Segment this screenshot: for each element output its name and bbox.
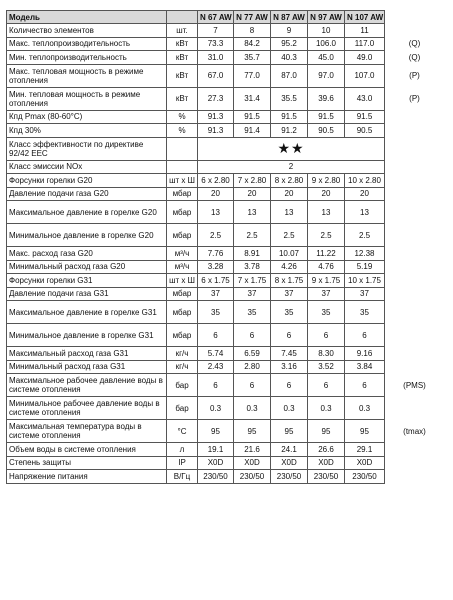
unit-cell bbox=[167, 160, 198, 174]
value-cell: 6 bbox=[271, 324, 308, 347]
unit-cell: В/Гц bbox=[167, 470, 198, 484]
value-cell: 9 x 2.80 bbox=[308, 174, 345, 188]
table-row bbox=[7, 420, 445, 443]
parameter-name: Макс. теплопроизводительность bbox=[7, 37, 167, 51]
value-cell: 107.0 bbox=[345, 64, 385, 87]
specifications-table bbox=[6, 10, 445, 484]
note-cell bbox=[385, 260, 445, 274]
value-cell: 37 bbox=[234, 287, 271, 301]
note-cell: (P) bbox=[409, 71, 420, 80]
value-cell: 87.0 bbox=[271, 64, 308, 87]
value-cell: 7 x 2.80 bbox=[234, 174, 271, 188]
value-cell: 6 bbox=[198, 374, 234, 397]
value-cell: 230/50 bbox=[345, 470, 385, 484]
value-cell: 31.0 bbox=[198, 51, 234, 65]
parameter-name: Класс эффективности по директиве 92/42 EEC bbox=[7, 137, 167, 160]
value-cell: 84.2 bbox=[234, 37, 271, 51]
value-cell: 11 bbox=[345, 24, 385, 38]
table-row bbox=[7, 260, 445, 274]
value-cell: 13 bbox=[198, 201, 234, 224]
value-cell: 91.5 bbox=[271, 110, 308, 124]
table-row bbox=[7, 160, 445, 174]
parameter-name: Максимальное давление в горелке G31 bbox=[7, 301, 167, 324]
header-model: N 97 AW bbox=[308, 11, 345, 24]
table-row bbox=[7, 374, 445, 397]
value-cell: 0.3 bbox=[198, 397, 234, 420]
value-cell: 97.0 bbox=[308, 64, 345, 87]
value-cell: 37 bbox=[198, 287, 234, 301]
unit-cell: кВт bbox=[167, 87, 198, 110]
value-cell: 20 bbox=[308, 187, 345, 201]
header-model: N 107 AW bbox=[345, 11, 385, 24]
value-cell: 37 bbox=[308, 287, 345, 301]
value-cell: 12.38 bbox=[345, 247, 385, 261]
value-cell: X0D bbox=[234, 456, 271, 470]
unit-cell bbox=[167, 137, 198, 160]
note-cell bbox=[385, 274, 445, 288]
value-cell: 35.5 bbox=[271, 87, 308, 110]
note-cell: (P) bbox=[409, 94, 420, 103]
parameter-name: Кпд 30% bbox=[7, 124, 167, 138]
note-cell bbox=[385, 397, 445, 420]
note-cell bbox=[385, 187, 445, 201]
value-cell: 95 bbox=[345, 420, 385, 443]
value-cell: 20 bbox=[271, 187, 308, 201]
value-cell: 0.3 bbox=[234, 397, 271, 420]
header-unit bbox=[167, 11, 198, 24]
note-cell bbox=[385, 174, 445, 188]
value-cell: 9 x 1.75 bbox=[308, 274, 345, 288]
table-row bbox=[7, 87, 445, 110]
note-cell bbox=[385, 347, 445, 361]
unit-cell: мбар bbox=[167, 287, 198, 301]
value-cell: 20 bbox=[234, 187, 271, 201]
table-row bbox=[7, 174, 445, 188]
value-cell: 2.5 bbox=[198, 224, 234, 247]
value-cell: 6 bbox=[198, 324, 234, 347]
value-cell: 35.7 bbox=[234, 51, 271, 65]
parameter-name: Максимальный расход газа G31 bbox=[7, 347, 167, 361]
value-cell: 37 bbox=[345, 287, 385, 301]
value-cell: 35 bbox=[198, 301, 234, 324]
efficiency-stars: ★★ bbox=[198, 137, 385, 160]
value-cell: 7 bbox=[198, 24, 234, 38]
unit-cell: мбар bbox=[167, 301, 198, 324]
value-cell: 8 bbox=[234, 24, 271, 38]
unit-cell: шт x Ш bbox=[167, 274, 198, 288]
value-cell: 2.5 bbox=[345, 224, 385, 247]
table-row bbox=[7, 187, 445, 201]
value-cell: 95 bbox=[234, 420, 271, 443]
unit-cell: м³/ч bbox=[167, 247, 198, 261]
parameter-name: Минимальное давление в горелке G31 bbox=[7, 324, 167, 347]
note-cell: (tmax) bbox=[403, 426, 426, 436]
unit-cell: м³/ч bbox=[167, 260, 198, 274]
unit-cell: кВт bbox=[167, 64, 198, 87]
value-cell: 3.52 bbox=[308, 360, 345, 374]
value-cell: 6 bbox=[345, 324, 385, 347]
value-cell: 2.5 bbox=[234, 224, 271, 247]
parameter-name: Мин. тепловая мощность в режиме отопления bbox=[7, 87, 167, 110]
note-cell bbox=[385, 24, 445, 38]
value-cell: 49.0 bbox=[345, 51, 385, 65]
value-cell: 3.78 bbox=[234, 260, 271, 274]
table-row bbox=[7, 137, 445, 160]
value-cell: 3.28 bbox=[198, 260, 234, 274]
value-cell: 29.1 bbox=[345, 443, 385, 457]
table-row bbox=[7, 274, 445, 288]
table-row bbox=[7, 397, 445, 420]
note-cell bbox=[385, 443, 445, 457]
unit-cell: кг/ч bbox=[167, 347, 198, 361]
unit-cell: шт. bbox=[167, 24, 198, 38]
value-cell: 95 bbox=[271, 420, 308, 443]
value-cell: 4.26 bbox=[271, 260, 308, 274]
value-cell: 95.2 bbox=[271, 37, 308, 51]
value-cell: 67.0 bbox=[198, 64, 234, 87]
value-cell: 106.0 bbox=[308, 37, 345, 51]
table-row bbox=[7, 201, 445, 224]
unit-cell: мбар bbox=[167, 187, 198, 201]
note-cell bbox=[385, 160, 445, 174]
parameter-name: Класс эмиссии NOx bbox=[7, 160, 167, 174]
value-cell: 91.5 bbox=[234, 110, 271, 124]
value-cell: 35 bbox=[308, 301, 345, 324]
value-cell: 10 bbox=[308, 24, 345, 38]
value-cell: 26.6 bbox=[308, 443, 345, 457]
value-cell: 91.4 bbox=[234, 124, 271, 138]
value-cell: 95 bbox=[308, 420, 345, 443]
value-cell: 24.1 bbox=[271, 443, 308, 457]
note-cell: (Q) bbox=[408, 39, 421, 49]
header-label: Модель bbox=[7, 11, 167, 24]
value-cell: 6 bbox=[271, 374, 308, 397]
value-cell: 7.76 bbox=[198, 247, 234, 261]
value-cell: 0.3 bbox=[271, 397, 308, 420]
value-cell: 7 x 1.75 bbox=[234, 274, 271, 288]
value-cell: 90.5 bbox=[308, 124, 345, 138]
value-cell: 91.2 bbox=[271, 124, 308, 138]
value-cell: 40.3 bbox=[271, 51, 308, 65]
value-cell: 8.30 bbox=[308, 347, 345, 361]
note-cell bbox=[385, 324, 445, 347]
parameter-name: Форсунки горелки G20 bbox=[7, 174, 167, 188]
value-cell: 13 bbox=[234, 201, 271, 224]
parameter-name: Мин. теплопроизводительность bbox=[7, 51, 167, 65]
value-cell: 31.4 bbox=[234, 87, 271, 110]
table-row bbox=[7, 224, 445, 247]
value-cell: 21.6 bbox=[234, 443, 271, 457]
note-cell bbox=[385, 247, 445, 261]
table-row bbox=[7, 470, 445, 484]
value-cell: 6 bbox=[234, 324, 271, 347]
parameter-name: Форсунки горелки G31 bbox=[7, 274, 167, 288]
value-cell: 6 x 1.75 bbox=[198, 274, 234, 288]
table-row bbox=[7, 301, 445, 324]
value-cell: 8.91 bbox=[234, 247, 271, 261]
table-row bbox=[7, 456, 445, 470]
unit-cell: бар bbox=[167, 374, 198, 397]
value-cell: 2.43 bbox=[198, 360, 234, 374]
note-cell bbox=[385, 470, 445, 484]
unit-cell: IP bbox=[167, 456, 198, 470]
value-cell: 6 bbox=[345, 374, 385, 397]
value-cell: 6 bbox=[308, 374, 345, 397]
value-cell: 6 bbox=[234, 374, 271, 397]
unit-cell: кВт bbox=[167, 51, 198, 65]
parameter-name: Макс. тепловая мощность в режиме отопления bbox=[7, 64, 167, 87]
value-cell: 9.16 bbox=[345, 347, 385, 361]
value-cell: 5.74 bbox=[198, 347, 234, 361]
value-cell: X0D bbox=[198, 456, 234, 470]
value-cell: 35 bbox=[234, 301, 271, 324]
value-cell: 39.6 bbox=[308, 87, 345, 110]
value-cell: 35 bbox=[345, 301, 385, 324]
value-cell: 43.0 bbox=[345, 87, 385, 110]
value-cell: 90.5 bbox=[345, 124, 385, 138]
value-cell: 19.1 bbox=[198, 443, 234, 457]
unit-cell: мбар bbox=[167, 224, 198, 247]
value-cell: 10 x 1.75 bbox=[345, 274, 385, 288]
value-cell: 20 bbox=[345, 187, 385, 201]
note-cell bbox=[385, 456, 445, 470]
header-model: N 77 AW bbox=[234, 11, 271, 24]
value-cell: 11.22 bbox=[308, 247, 345, 261]
value-cell: 37 bbox=[271, 287, 308, 301]
note-cell: (Q) bbox=[408, 52, 421, 62]
value-cell: 27.3 bbox=[198, 87, 234, 110]
value-cell: 2.5 bbox=[271, 224, 308, 247]
spec-sheet bbox=[6, 10, 444, 484]
table-row bbox=[7, 360, 445, 374]
note-cell bbox=[385, 124, 445, 138]
header-row bbox=[7, 11, 445, 24]
note-cell bbox=[385, 110, 445, 124]
table-row bbox=[7, 324, 445, 347]
table-row bbox=[7, 51, 445, 65]
value-cell: 20 bbox=[198, 187, 234, 201]
parameter-name: Объем воды в системе отопления bbox=[7, 443, 167, 457]
value-cell: 10.07 bbox=[271, 247, 308, 261]
table-row bbox=[7, 347, 445, 361]
value-cell: 10 x 2.80 bbox=[345, 174, 385, 188]
value-cell: X0D bbox=[345, 456, 385, 470]
unit-cell: л bbox=[167, 443, 198, 457]
value-cell: 2.5 bbox=[308, 224, 345, 247]
table-row bbox=[7, 37, 445, 51]
parameter-name: Максимальная температура воды в системе отопления bbox=[7, 420, 167, 443]
unit-cell: мбар bbox=[167, 201, 198, 224]
value-cell: 230/50 bbox=[271, 470, 308, 484]
table-row bbox=[7, 124, 445, 138]
header-model: N 67 AW bbox=[198, 11, 234, 24]
value-cell: 6.59 bbox=[234, 347, 271, 361]
parameter-name: Напряжение питания bbox=[7, 470, 167, 484]
header-note bbox=[385, 11, 445, 24]
note-cell bbox=[385, 224, 445, 247]
parameter-name: Минимальный расход газа G20 bbox=[7, 260, 167, 274]
unit-cell: % bbox=[167, 110, 198, 124]
value-cell: 77.0 bbox=[234, 64, 271, 87]
table-row bbox=[7, 64, 445, 87]
parameter-name: Максимальное рабочее давление воды в системе отопления bbox=[7, 374, 167, 397]
value-cell: 95 bbox=[198, 420, 234, 443]
note-cell: (PMS) bbox=[403, 380, 426, 390]
note-cell bbox=[385, 201, 445, 224]
note-cell bbox=[385, 360, 445, 374]
unit-cell: бар bbox=[167, 397, 198, 420]
parameter-name: Степень защиты bbox=[7, 456, 167, 470]
value-cell: 2.80 bbox=[234, 360, 271, 374]
parameter-name: Давление подачи газа G31 bbox=[7, 287, 167, 301]
note-cell bbox=[385, 137, 445, 160]
unit-cell: кг/ч bbox=[167, 360, 198, 374]
parameter-name: Минимальное рабочее давление воды в системе отопления bbox=[7, 397, 167, 420]
parameter-name: Кпд Pmax (80-60°С) bbox=[7, 110, 167, 124]
value-cell: X0D bbox=[271, 456, 308, 470]
value-cell: 91.3 bbox=[198, 110, 234, 124]
value-cell: 7.45 bbox=[271, 347, 308, 361]
value-cell: 91.3 bbox=[198, 124, 234, 138]
value-cell: 117.0 bbox=[345, 37, 385, 51]
note-cell bbox=[385, 287, 445, 301]
value-cell: 4.76 bbox=[308, 260, 345, 274]
value-cell: 91.5 bbox=[345, 110, 385, 124]
value-cell: 230/50 bbox=[198, 470, 234, 484]
value-cell: 73.3 bbox=[198, 37, 234, 51]
table-row bbox=[7, 110, 445, 124]
header-model: N 87 AW bbox=[271, 11, 308, 24]
parameter-name: Количество элементов bbox=[7, 24, 167, 38]
value-cell: 8 x 1.75 bbox=[271, 274, 308, 288]
value-cell: 6 x 2.80 bbox=[198, 174, 234, 188]
unit-cell: °С bbox=[167, 420, 198, 443]
value-cell: 9 bbox=[271, 24, 308, 38]
parameter-name: Максимальное давление в горелке G20 bbox=[7, 201, 167, 224]
merged-value-cell: 2 bbox=[198, 160, 385, 174]
table-row bbox=[7, 24, 445, 38]
value-cell: 230/50 bbox=[234, 470, 271, 484]
table-row bbox=[7, 247, 445, 261]
value-cell: 35 bbox=[271, 301, 308, 324]
parameter-name: Минимальный расход газа G31 bbox=[7, 360, 167, 374]
table-row bbox=[7, 287, 445, 301]
unit-cell: кВт bbox=[167, 37, 198, 51]
value-cell: 13 bbox=[308, 201, 345, 224]
unit-cell: шт x Ш bbox=[167, 174, 198, 188]
value-cell: 45.0 bbox=[308, 51, 345, 65]
value-cell: 3.84 bbox=[345, 360, 385, 374]
value-cell: 13 bbox=[271, 201, 308, 224]
unit-cell: % bbox=[167, 124, 198, 138]
value-cell: 0.3 bbox=[308, 397, 345, 420]
value-cell: X0D bbox=[308, 456, 345, 470]
parameter-name: Минимальное давление в горелке G20 bbox=[7, 224, 167, 247]
value-cell: 13 bbox=[345, 201, 385, 224]
value-cell: 5.19 bbox=[345, 260, 385, 274]
value-cell: 3.16 bbox=[271, 360, 308, 374]
unit-cell: мбар bbox=[167, 324, 198, 347]
value-cell: 6 bbox=[308, 324, 345, 347]
value-cell: 230/50 bbox=[308, 470, 345, 484]
value-cell: 8 x 2.80 bbox=[271, 174, 308, 188]
parameter-name: Давление подачи газа G20 bbox=[7, 187, 167, 201]
table-row bbox=[7, 443, 445, 457]
note-cell bbox=[385, 301, 445, 324]
parameter-name: Макс. расход газа G20 bbox=[7, 247, 167, 261]
value-cell: 91.5 bbox=[308, 110, 345, 124]
value-cell: 0.3 bbox=[345, 397, 385, 420]
